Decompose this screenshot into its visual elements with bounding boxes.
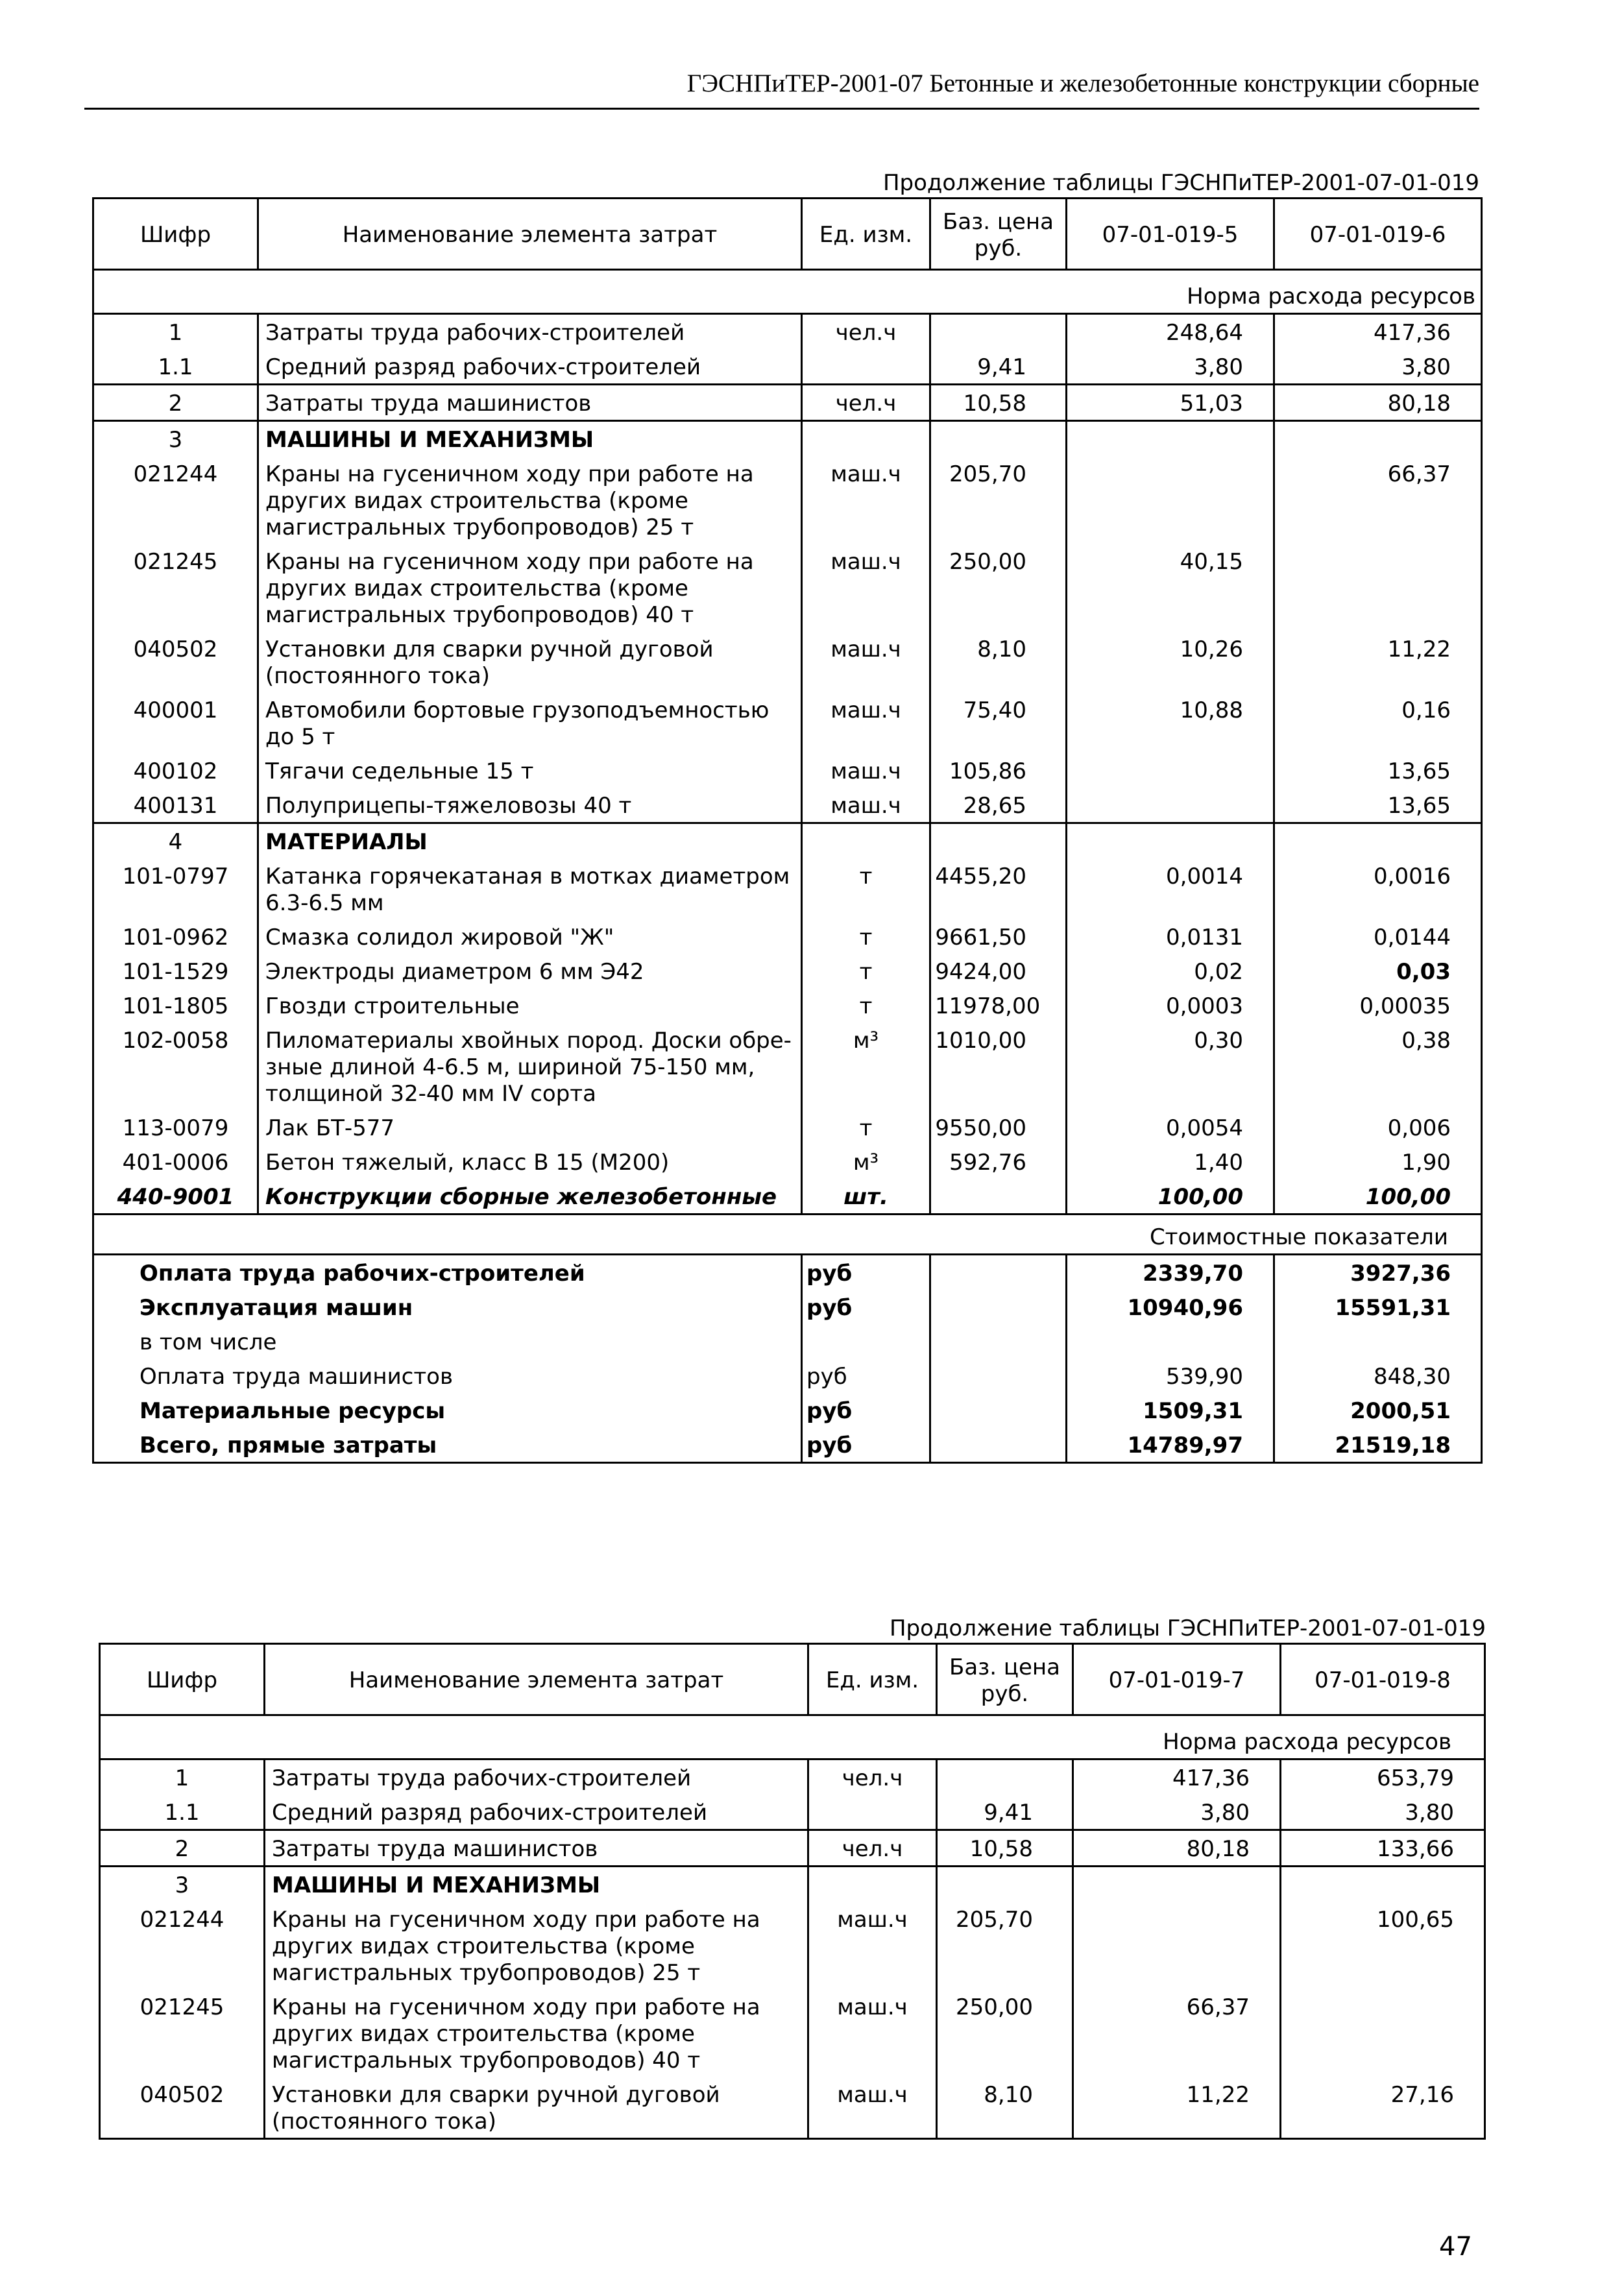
row-value-b [1281, 1989, 1485, 2077]
row-code: 101-0797 [93, 858, 258, 919]
row-code: 1 [100, 1759, 265, 1795]
table-row [93, 544, 1482, 631]
row-code: 2 [93, 385, 258, 421]
row-unit: маш.ч [808, 2077, 937, 2139]
row-value-b: 100,65 [1281, 1902, 1485, 1989]
row-price: 205,70 [930, 456, 1067, 544]
row-value-b: 3,80 [1274, 349, 1482, 385]
row-price: 205,70 [937, 1902, 1073, 1989]
row-name: Лак БТ-577 [258, 1110, 802, 1144]
row-price: 9,41 [937, 1795, 1073, 1830]
row-name: Затраты труда машинистов [258, 385, 802, 421]
table-row [93, 692, 1482, 753]
cost-value-a: 539,90 [1067, 1359, 1274, 1393]
row-value-b: 13,65 [1274, 753, 1482, 788]
cost-price [930, 1290, 1067, 1324]
resource-table-2 [99, 1643, 1486, 2140]
row-price: 1010,00 [930, 1022, 1067, 1110]
row-value-b: 11,22 [1274, 631, 1482, 692]
row-value-b: 66,37 [1274, 456, 1482, 544]
row-name: Краны на гусеничном ходу при работе на других видах строительства (кроме магистральных трубопроводов) 40 т [265, 1989, 808, 2077]
row-value-a: 100,00 [1067, 1179, 1274, 1215]
table-row [93, 314, 1482, 350]
row-value-b: 0,16 [1274, 692, 1482, 753]
table-row [93, 456, 1482, 544]
col-header-price: Баз. цена руб. [937, 1644, 1073, 1715]
row-code: 101-0962 [93, 919, 258, 954]
row-name: Средний разряд рабочих-строителей [265, 1795, 808, 1830]
row-code: 3 [93, 421, 258, 457]
row-code: 400001 [93, 692, 258, 753]
cost-row [93, 1427, 1482, 1463]
cost-name: в том числе [93, 1324, 802, 1359]
row-value-b: 133,66 [1281, 1830, 1485, 1867]
row-code: 4 [93, 823, 258, 859]
cost-name: Оплата труда рабочих-строителей [93, 1255, 802, 1290]
row-price: 250,00 [937, 1989, 1073, 2077]
row-name: Установки для сварки ручной дуговой (постоянного тока) [258, 631, 802, 692]
row-unit [808, 1867, 937, 1902]
row-code: 400131 [93, 788, 258, 823]
row-value-a [1067, 788, 1274, 823]
row-value-a: 66,37 [1073, 1989, 1281, 2077]
cost-name: Материальные ресурсы [93, 1393, 802, 1427]
row-unit: чел.ч [808, 1759, 937, 1795]
row-name: МАТЕРИАЛЫ [258, 823, 802, 859]
row-code: 101-1805 [93, 988, 258, 1022]
row-value-a: 40,15 [1067, 544, 1274, 631]
row-code: 021244 [100, 1902, 265, 1989]
row-name: МАШИНЫ И МЕХАНИЗМЫ [258, 421, 802, 457]
row-value-a [1067, 823, 1274, 859]
cost-unit: руб [802, 1359, 930, 1393]
row-value-a [1067, 753, 1274, 788]
col-header-code: Шифр [100, 1644, 265, 1715]
row-unit: т [802, 954, 930, 988]
row-value-a: 0,30 [1067, 1022, 1274, 1110]
row-value-a: 0,0054 [1067, 1110, 1274, 1144]
table1-cost-section [93, 1215, 1482, 1463]
row-price: 105,86 [930, 753, 1067, 788]
col-header-code: Шифр [93, 199, 258, 270]
row-code: 113-0079 [93, 1110, 258, 1144]
row-value-b: 0,0016 [1274, 858, 1482, 919]
row-price: 592,76 [930, 1144, 1067, 1179]
row-unit [808, 1795, 937, 1830]
cost-value-a: 10940,96 [1067, 1290, 1274, 1324]
cost-label-row [93, 1215, 1482, 1255]
cost-price [930, 1255, 1067, 1290]
row-price: 10,58 [937, 1830, 1073, 1867]
row-value-a: 51,03 [1067, 385, 1274, 421]
row-name: Автомобили бортовые грузоподъемностью до 5 т [258, 692, 802, 753]
row-code: 040502 [100, 2077, 265, 2139]
row-code: 2 [100, 1830, 265, 1867]
row-code: 101-1529 [93, 954, 258, 988]
cost-label: Стоимостные показатели [1149, 1224, 1448, 1250]
table2-body [100, 1759, 1485, 2139]
table-row [100, 1795, 1485, 1830]
row-unit [802, 349, 930, 385]
norm-label: Норма расхода ресурсов [1163, 1729, 1451, 1755]
table-row [100, 1989, 1485, 2077]
row-name: Тягачи седельные 15 т [258, 753, 802, 788]
table-row [93, 631, 1482, 692]
table-row [93, 349, 1482, 385]
row-code: 3 [100, 1867, 265, 1902]
row-value-a: 248,64 [1067, 314, 1274, 350]
row-code: 1.1 [100, 1795, 265, 1830]
row-value-b: 0,0144 [1274, 919, 1482, 954]
row-name: Краны на гусеничном ходу при работе на других видах строительства (кроме магистральных трубопроводов) 25 т [258, 456, 802, 544]
row-name: Электроды диаметром 6 мм Э42 [258, 954, 802, 988]
table1-header-row [93, 199, 1482, 270]
row-value-b [1274, 421, 1482, 457]
row-unit: шт. [802, 1179, 930, 1215]
row-value-a: 0,0014 [1067, 858, 1274, 919]
row-code: 021245 [100, 1989, 265, 2077]
col-header-name: Наименование элемента затрат [258, 199, 802, 270]
page-header-title: ГЭСНПиТЕР-2001-07 Бетонные и железобетонные конструкции сборные [686, 69, 1479, 97]
cost-value-b: 3927,36 [1274, 1255, 1482, 1290]
row-unit: м³ [802, 1144, 930, 1179]
row-value-b: 80,18 [1274, 385, 1482, 421]
col-header-price: Баз. цена руб. [930, 199, 1067, 270]
row-unit: маш.ч [808, 1902, 937, 1989]
row-unit: маш.ч [802, 692, 930, 753]
row-unit: чел.ч [808, 1830, 937, 1867]
row-value-b: 0,38 [1274, 1022, 1482, 1110]
row-price: 250,00 [930, 544, 1067, 631]
row-value-b: 417,36 [1274, 314, 1482, 350]
row-value-a: 3,80 [1073, 1795, 1281, 1830]
row-value-b: 27,16 [1281, 2077, 1485, 2139]
row-value-a: 3,80 [1067, 349, 1274, 385]
table-row [93, 954, 1482, 988]
row-price [930, 823, 1067, 859]
table-row [93, 788, 1482, 823]
row-name: Затраты труда рабочих-строителей [265, 1759, 808, 1795]
table-row [93, 1022, 1482, 1110]
row-value-a: 1,40 [1067, 1144, 1274, 1179]
table-row [93, 858, 1482, 919]
cost-value-a: 14789,97 [1067, 1427, 1274, 1463]
norm-label: Норма расхода ресурсов [1187, 284, 1475, 309]
table-row [93, 1110, 1482, 1144]
row-code: 401-0006 [93, 1144, 258, 1179]
col-header-col-a: 07-01-019-7 [1073, 1644, 1281, 1715]
row-code: 021244 [93, 456, 258, 544]
table1-body [93, 314, 1482, 1215]
cost-row [93, 1324, 1482, 1359]
row-code: 021245 [93, 544, 258, 631]
page-header [84, 65, 1479, 110]
row-unit: чел.ч [802, 314, 930, 350]
row-code: 040502 [93, 631, 258, 692]
col-header-unit: Ед. изм. [808, 1644, 937, 1715]
cost-unit: руб [802, 1393, 930, 1427]
row-value-b: 653,79 [1281, 1759, 1485, 1795]
cost-unit: руб [802, 1290, 930, 1324]
cost-value-a: 1509,31 [1067, 1393, 1274, 1427]
cost-value-a: 2339,70 [1067, 1255, 1274, 1290]
table2-header-row [100, 1644, 1485, 1715]
row-code: 440-9001 [93, 1179, 258, 1215]
cost-unit [802, 1324, 930, 1359]
col-header-col-a: 07-01-019-5 [1067, 199, 1274, 270]
cost-unit: руб [802, 1427, 930, 1463]
row-unit: т [802, 858, 930, 919]
row-price: 9,41 [930, 349, 1067, 385]
norm-label-row [100, 1715, 1485, 1759]
row-name: Установки для сварки ручной дуговой (постоянного тока) [265, 2077, 808, 2139]
row-value-a: 10,26 [1067, 631, 1274, 692]
row-value-a [1073, 1902, 1281, 1989]
table-row [100, 1902, 1485, 1989]
cost-price [930, 1324, 1067, 1359]
cost-value-b: 15591,31 [1274, 1290, 1482, 1324]
row-unit: т [802, 988, 930, 1022]
table-row [100, 1830, 1485, 1867]
resource-table-1 [92, 197, 1483, 1464]
row-value-b: 100,00 [1274, 1179, 1482, 1215]
row-price: 11978,00 [930, 988, 1067, 1022]
row-price: 9661,50 [930, 919, 1067, 954]
row-price: 9424,00 [930, 954, 1067, 988]
row-value-a: 10,88 [1067, 692, 1274, 753]
row-name: Смазка солидол жировой "Ж" [258, 919, 802, 954]
cost-price [930, 1427, 1067, 1463]
row-name: Гвозди строительные [258, 988, 802, 1022]
cost-value-b [1274, 1324, 1482, 1359]
cost-row [93, 1393, 1482, 1427]
row-code: 1 [93, 314, 258, 350]
table-row [93, 1144, 1482, 1179]
row-code: 102-0058 [93, 1022, 258, 1110]
row-unit: маш.ч [802, 544, 930, 631]
row-unit: м³ [802, 1022, 930, 1110]
cost-row [93, 1290, 1482, 1324]
row-price [930, 314, 1067, 350]
cost-name: Эксплуатация машин [93, 1290, 802, 1324]
cost-value-a [1067, 1324, 1274, 1359]
row-name: Краны на гусеничном ходу при работе на других видах строительства (кроме магистральных трубопроводов) 40 т [258, 544, 802, 631]
row-unit: маш.ч [808, 1989, 937, 2077]
table-row [93, 988, 1482, 1022]
cost-unit: руб [802, 1255, 930, 1290]
cost-row [93, 1255, 1482, 1290]
row-name: Полуприцепы-тяжеловозы 40 т [258, 788, 802, 823]
row-name: Конструкции сборные железобетонные [258, 1179, 802, 1215]
row-value-a: 0,0131 [1067, 919, 1274, 954]
row-unit [802, 421, 930, 457]
row-unit: маш.ч [802, 788, 930, 823]
page-number: 47 [1439, 2232, 1472, 2262]
cost-value-b: 848,30 [1274, 1359, 1482, 1393]
row-unit: маш.ч [802, 753, 930, 788]
cost-price [930, 1393, 1067, 1427]
row-code: 400102 [93, 753, 258, 788]
row-name: Затраты труда рабочих-строителей [258, 314, 802, 350]
row-value-b: 0,00035 [1274, 988, 1482, 1022]
row-unit: т [802, 919, 930, 954]
table-row [100, 1867, 1485, 1902]
row-name: Катанка горячекатаная в мотках диаметром 6.3-6.5 мм [258, 858, 802, 919]
col-header-name: Наименование элемента затрат [265, 1644, 808, 1715]
row-value-a: 11,22 [1073, 2077, 1281, 2139]
row-price: 4455,20 [930, 858, 1067, 919]
row-name: Бетон тяжелый, класс В 15 (М200) [258, 1144, 802, 1179]
row-unit [802, 823, 930, 859]
table-row [93, 385, 1482, 421]
col-header-col-b: 07-01-019-8 [1281, 1644, 1485, 1715]
table2-caption: Продолжение таблицы ГЭСНПиТЕР-2001-07-01-019 [889, 1615, 1486, 1641]
row-name: МАШИНЫ И МЕХАНИЗМЫ [265, 1867, 808, 1902]
row-value-a [1073, 1867, 1281, 1902]
row-value-a: 0,0003 [1067, 988, 1274, 1022]
row-price: 75,40 [930, 692, 1067, 753]
row-price [930, 1179, 1067, 1215]
row-value-b [1274, 544, 1482, 631]
col-header-col-b: 07-01-019-6 [1274, 199, 1482, 270]
row-price [937, 1867, 1073, 1902]
row-price: 10,58 [930, 385, 1067, 421]
cost-price [930, 1359, 1067, 1393]
row-value-b [1274, 823, 1482, 859]
row-price: 8,10 [930, 631, 1067, 692]
row-price [937, 1759, 1073, 1795]
col-header-unit: Ед. изм. [802, 199, 930, 270]
row-unit: маш.ч [802, 631, 930, 692]
table-row [93, 1179, 1482, 1215]
row-price: 8,10 [937, 2077, 1073, 2139]
table-row [93, 919, 1482, 954]
table-row [93, 753, 1482, 788]
cost-label-cell [93, 1215, 1482, 1255]
row-value-a [1067, 456, 1274, 544]
table-row [100, 2077, 1485, 2139]
row-unit: т [802, 1110, 930, 1144]
cost-row [93, 1359, 1482, 1393]
row-price: 28,65 [930, 788, 1067, 823]
row-value-b [1281, 1867, 1485, 1902]
cost-name: Всего, прямые затраты [93, 1427, 802, 1463]
row-value-a: 417,36 [1073, 1759, 1281, 1795]
row-name: Краны на гусеничном ходу при работе на других видах строительства (кроме магистральных трубопроводов) 25 т [265, 1902, 808, 1989]
row-code: 1.1 [93, 349, 258, 385]
table-row [100, 1759, 1485, 1795]
table1-caption: Продолжение таблицы ГЭСНПиТЕР-2001-07-01-019 [882, 170, 1479, 196]
row-value-b: 3,80 [1281, 1795, 1485, 1830]
row-unit: чел.ч [802, 385, 930, 421]
row-name: Пиломатериалы хвойных пород. Доски обре-зные длиной 4-6.5 м, шириной 75-150 мм, толщиной 32-40 мм IV сорта [258, 1022, 802, 1110]
row-value-b: 13,65 [1274, 788, 1482, 823]
table-row [93, 421, 1482, 457]
norm-label-row [93, 270, 1482, 314]
row-value-a: 80,18 [1073, 1830, 1281, 1867]
table-row [93, 823, 1482, 859]
row-value-a: 0,02 [1067, 954, 1274, 988]
row-value-b: 0,03 [1274, 954, 1482, 988]
row-value-b: 0,006 [1274, 1110, 1482, 1144]
row-name: Затраты труда машинистов [265, 1830, 808, 1867]
row-value-a [1067, 421, 1274, 457]
row-unit: маш.ч [802, 456, 930, 544]
cost-value-b: 21519,18 [1274, 1427, 1482, 1463]
cost-name: Оплата труда машинистов [93, 1359, 802, 1393]
row-value-b: 1,90 [1274, 1144, 1482, 1179]
row-name: Средний разряд рабочих-строителей [258, 349, 802, 385]
row-price: 9550,00 [930, 1110, 1067, 1144]
cost-value-b: 2000,51 [1274, 1393, 1482, 1427]
row-price [930, 421, 1067, 457]
